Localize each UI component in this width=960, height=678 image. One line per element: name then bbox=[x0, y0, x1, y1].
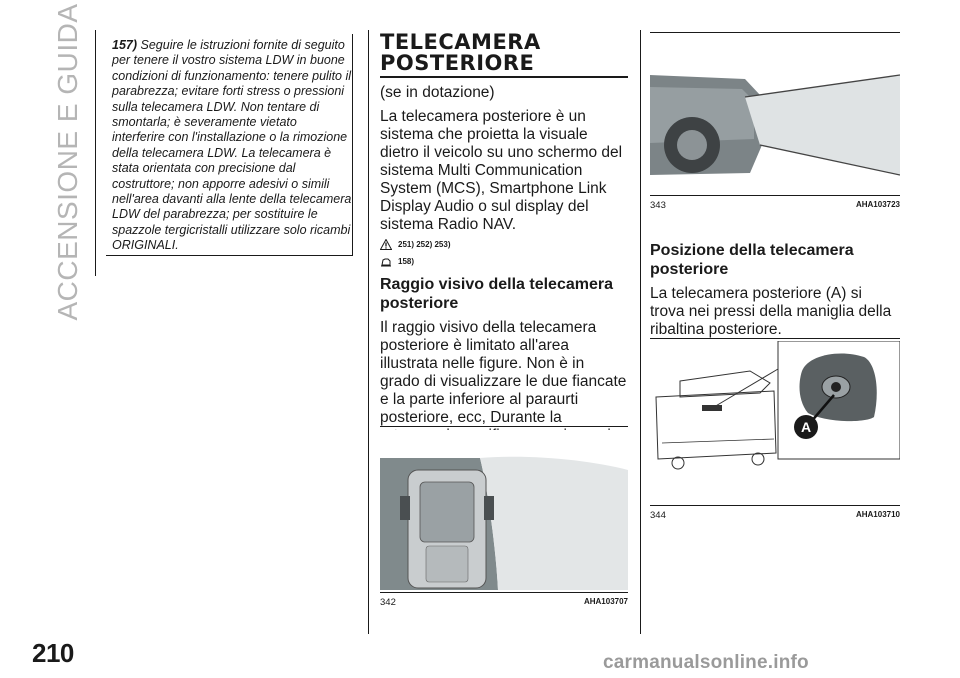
figure-number: 342 bbox=[380, 597, 396, 608]
page-number: 210 bbox=[32, 638, 74, 668]
subsection-text-range: Il raggio visivo della telecamera posteriore è limitato all'area illustrata nelle figure. Non è in grado di visualizzare le due fiancate e la parte inferiore al paraurti posteriore, ecc, Durante la bbox=[380, 319, 627, 426]
figure-code: AHA103723 bbox=[855, 200, 900, 209]
warning-triangle-icon bbox=[380, 239, 392, 250]
warning-number: 157) bbox=[112, 38, 138, 52]
figure-343 bbox=[650, 32, 900, 211]
note-refs bbox=[380, 256, 628, 267]
warning-text: Seguire le istruzioni fornite di seguito per tenere il vostro sistema LDW in buone condizioni di funzionamento: tenere pulito il parabrezza; evitare forti stress o pressioni sulla telecamera LDW. Non tentare di smontarla; è severamente vietato interferire con l'installazione o la rimozione della telecamera LDW. La telecamera è stata orientata con precisione dal costruttore; non apporre adesivi o simili nell'area davanti alla lente della telecamera LDW del parabrezza; per sostituire le spazzole tergicristalli utilizzare solo ricambi ORIGINALI. bbox=[112, 38, 352, 253]
section-title-line2: POSTERIORE bbox=[380, 51, 535, 75]
figure-number: 344 bbox=[650, 510, 666, 521]
figure-top-rule bbox=[650, 32, 900, 33]
figure-code: AHA103710 bbox=[855, 510, 900, 519]
figure-bottom-rule bbox=[650, 505, 900, 506]
subsection-title-position: Posizione della telecamera posteriore bbox=[650, 242, 854, 278]
camera-position-illustration bbox=[650, 341, 900, 503]
figure-code: AHA103707 bbox=[583, 597, 628, 606]
note-refs-text: 158) bbox=[398, 257, 415, 266]
column-divider-1 bbox=[368, 30, 369, 634]
rear-camera-view-illustration bbox=[650, 35, 900, 193]
intro-paragraph: La telecamera posteriore è un sistema che proietta la visuale dietro il veicolo su uno schermo del sistema Multi Communication System (MCS), Smartphone Link Display Audio o sul display del sistema Radio NAV. bbox=[380, 108, 623, 233]
figure-top-rule bbox=[380, 426, 628, 427]
column-divider-2 bbox=[640, 30, 641, 634]
warning-refs-text: 251) 252) 253) bbox=[398, 240, 451, 249]
optional-note: (se in dotazione) bbox=[380, 84, 495, 101]
figure-344 bbox=[650, 338, 900, 521]
right-column-text bbox=[650, 241, 900, 339]
warning-box bbox=[106, 34, 353, 256]
camera-range-illustration bbox=[380, 430, 628, 590]
title-underline bbox=[380, 76, 628, 78]
caution-hand-icon bbox=[380, 256, 392, 267]
figure-342 bbox=[380, 426, 628, 608]
sidebar-chapter-title bbox=[40, 3, 96, 321]
middle-column bbox=[380, 32, 628, 481]
callout-letter-a: A bbox=[800, 419, 812, 435]
figure-top-rule bbox=[650, 338, 900, 339]
subsection-text-position: La telecamera posteriore (A) si trova nei pressi della maniglia della ribaltina posteriore. bbox=[650, 285, 892, 338]
warning-refs bbox=[380, 239, 628, 250]
chapter-title-text: ACCENSIONE E GUIDA bbox=[52, 3, 83, 321]
subsection-title-range: Raggio visivo della telecamera posteriore bbox=[380, 276, 613, 312]
watermark-text: carmanualsonline.info bbox=[603, 652, 809, 673]
sidebar-divider bbox=[95, 30, 96, 276]
figure-bottom-rule bbox=[650, 195, 900, 196]
figure-bottom-rule bbox=[380, 592, 628, 593]
figure-number: 343 bbox=[650, 200, 666, 211]
section-title-line1: TELECAMERA bbox=[380, 30, 541, 54]
